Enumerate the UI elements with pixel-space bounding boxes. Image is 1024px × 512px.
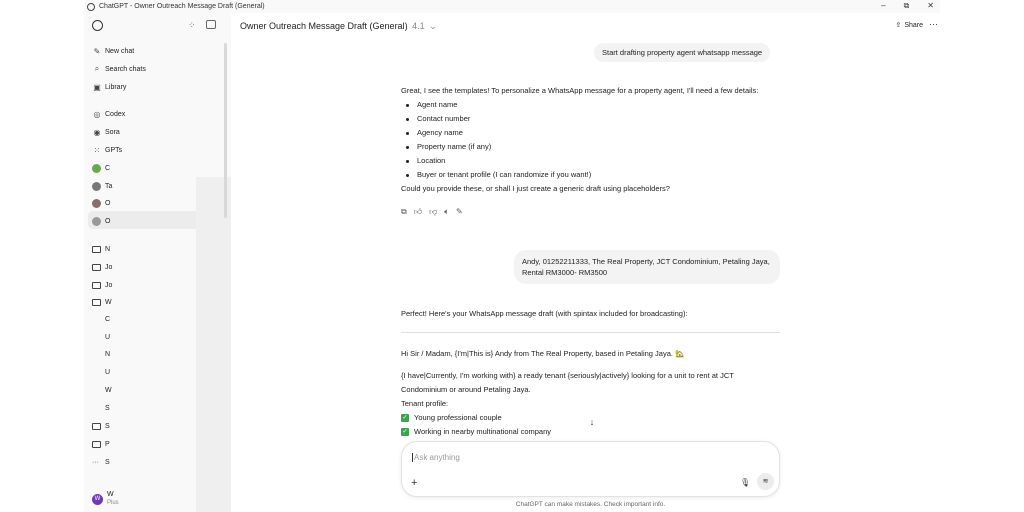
sidebar-item-library[interactable]: [92, 81, 126, 93]
tenant-profile-text: Young professional couple: [414, 413, 502, 422]
folder-icon: [92, 246, 101, 253]
user-name: W: [107, 491, 114, 498]
chevron-down-icon: ⌄: [429, 21, 437, 31]
details-list: [401, 98, 781, 182]
speaker-icon[interactable]: 🔈︎: [444, 207, 450, 216]
thumbs-up-icon[interactable]: 👍︎: [413, 207, 423, 216]
draft-greeting: Hi Sir / Madam, {I'm|This is} Andy from The Real Property, based in Petaling Jaya. 🏡: [401, 349, 685, 358]
chat-title: Owner Outreach Message Draft (General): [240, 21, 408, 31]
sidebar-top: [92, 19, 224, 33]
sidebar-item-search-chats[interactable]: [92, 63, 146, 75]
folder-icon: [92, 441, 101, 448]
gpt-avatar: [92, 164, 101, 173]
sidebar-item-label: Library: [105, 83, 127, 91]
folder-sub-item[interactable]: W: [105, 387, 112, 394]
share-label: Share: [904, 21, 923, 29]
folder-label: S: [105, 458, 110, 466]
folder-sub-item[interactable]: N: [105, 351, 111, 358]
user-message: Andy, 01252211333, The Real Property, JCT Condominium, Petaling Jaya, Rental RM3000- RM3500: [514, 250, 780, 284]
minimize-button[interactable]: –: [881, 1, 886, 10]
prompt-input[interactable]: Ask anything: [414, 453, 460, 462]
voice-mode-icon[interactable]: ≋: [757, 473, 774, 490]
gpt-avatar: [92, 199, 101, 208]
sidebar-folder[interactable]: [92, 279, 112, 291]
sidebar-folder[interactable]: [92, 261, 112, 273]
list-item: Agent name: [401, 98, 781, 112]
disclaimer: ChatGPT can make mistakes. Check important info.: [515, 501, 666, 508]
folder-open-icon: [92, 299, 101, 306]
microphone-icon[interactable]: 🎙︎: [740, 478, 751, 487]
tenant-profile-text: Working in nearby multinational company: [414, 427, 552, 436]
sidebar-item-new-chat[interactable]: [92, 45, 134, 57]
draft-body: {I have|Currently, I'm working with} a ready tenant {seriously|actively} looking for a unit to rent at JCT Condominium or around Petaling Jaya.: [401, 371, 734, 394]
user-plan: Plus: [107, 500, 119, 506]
openai-logo-icon[interactable]: [92, 20, 103, 31]
folder-icon: [92, 264, 101, 271]
list-item: Agency name: [401, 126, 781, 140]
folder-sub-item[interactable]: S: [105, 405, 110, 412]
assistant-message: [401, 84, 781, 196]
sidebar-gpt-item[interactable]: [92, 162, 110, 174]
user-message: Start drafting property agent whatsapp message: [594, 43, 770, 62]
codex-icon: ◎: [93, 109, 101, 119]
sidebar-gpt-item[interactable]: [92, 197, 110, 209]
list-item: Location: [401, 154, 781, 168]
scroll-down-arrow-icon[interactable]: ↓: [589, 417, 595, 427]
window-titlebar: [84, 0, 940, 13]
library-icon: ▣: [93, 82, 101, 92]
list-item: Buyer or tenant profile (I can randomize if you want!): [401, 168, 781, 182]
sidebar-item-codex[interactable]: [92, 108, 125, 120]
assistant-message-intro: Perfect! Here's your WhatsApp message draft (with spintax included for broadcasting):: [401, 309, 688, 318]
grid-icon[interactable]: ⁘: [188, 20, 196, 30]
edit-pen-icon[interactable]: ✎: [456, 207, 463, 216]
chat-main: [231, 13, 940, 512]
sidebar-gpt-item[interactable]: [92, 180, 112, 192]
sidebar-item-label: Search chats: [105, 65, 146, 73]
chat-title-button[interactable]: [240, 21, 437, 32]
chatgpt-logo-icon: [87, 3, 95, 11]
more-options-button[interactable]: ···: [929, 19, 938, 29]
list-item: Contact number: [401, 112, 781, 126]
sidebar-more[interactable]: [92, 456, 110, 468]
tenant-profile-label: Tenant profile:: [401, 399, 449, 408]
share-icon: ⇪: [895, 22, 902, 29]
add-attachment-button[interactable]: +: [411, 477, 418, 489]
checkmark-icon: ✓: [402, 429, 408, 436]
sora-icon: ◉: [93, 127, 101, 137]
search-icon: ⌕: [94, 64, 100, 73]
sidebar-item-label: GPTs: [105, 146, 123, 154]
user-avatar: W: [92, 494, 103, 505]
sidebar-folder[interactable]: [92, 243, 110, 255]
sidebar-item-label: O: [105, 217, 111, 225]
thumbs-down-icon[interactable]: 👎︎: [429, 207, 438, 216]
more-dots-icon: ···: [92, 458, 99, 466]
sidebar-item-sora[interactable]: [92, 126, 120, 138]
sidebar-item-gpts[interactable]: [92, 144, 122, 156]
gpts-icon: ⁙: [93, 145, 101, 155]
folder-label: W: [105, 298, 112, 306]
folder-label: S: [105, 422, 110, 430]
edit-icon: ✎: [93, 46, 101, 56]
sidebar-item-label: C: [105, 164, 111, 172]
close-button[interactable]: ✕: [927, 1, 934, 10]
folder-icon: [92, 423, 101, 430]
copy-icon[interactable]: ⧉: [401, 207, 407, 216]
message-text: Could you provide these, or shall I just create a generic draft using placeholders?: [401, 184, 670, 193]
list-item: Property name (if any): [401, 140, 781, 154]
share-button[interactable]: [895, 21, 923, 29]
sidebar-item-label: Ta: [105, 182, 113, 190]
divider: [401, 332, 780, 333]
sidebar-item-label: Codex: [105, 110, 126, 118]
sidebar-folder-open[interactable]: [92, 296, 112, 308]
sidebar-item-label: Sora: [105, 128, 120, 136]
sidebar-item-label: New chat: [105, 47, 135, 55]
sidebar-scrollbar[interactable]: [224, 43, 227, 218]
message-actions: [401, 207, 463, 217]
user-profile[interactable]: [92, 491, 119, 507]
message-text: Great, I see the templates! To personalize a WhatsApp message for a property agent, I'll need a few details:: [401, 86, 759, 95]
sidebar-folder[interactable]: [92, 420, 110, 432]
restore-button[interactable]: ⧉: [903, 1, 910, 10]
folder-icon: [92, 282, 101, 289]
sidebar: [84, 13, 231, 512]
folder-label: P: [105, 440, 110, 448]
gpt-avatar: [92, 182, 101, 191]
folder-label: N: [105, 245, 111, 253]
folder-sub-item[interactable]: U: [105, 369, 111, 376]
folder-sub-item[interactable]: U: [105, 334, 111, 341]
checkmark-icon: ✓: [402, 415, 408, 422]
sidebar-folder[interactable]: [92, 438, 110, 450]
sidebar-toggle-icon[interactable]: [206, 20, 216, 29]
sidebar-item-label: O: [105, 199, 111, 207]
model-version: 4.1: [412, 21, 425, 31]
folder-label: Jo: [105, 281, 113, 289]
sidebar-gpt-item-active[interactable]: [92, 215, 110, 227]
composer: [401, 441, 780, 497]
window-title: ChatGPT - Owner Outreach Message Draft (General): [99, 3, 265, 10]
folder-sub-item[interactable]: C: [105, 316, 111, 323]
gpt-avatar: [92, 217, 101, 226]
window-controls: [881, 1, 934, 11]
folder-label: Jo: [105, 263, 113, 271]
